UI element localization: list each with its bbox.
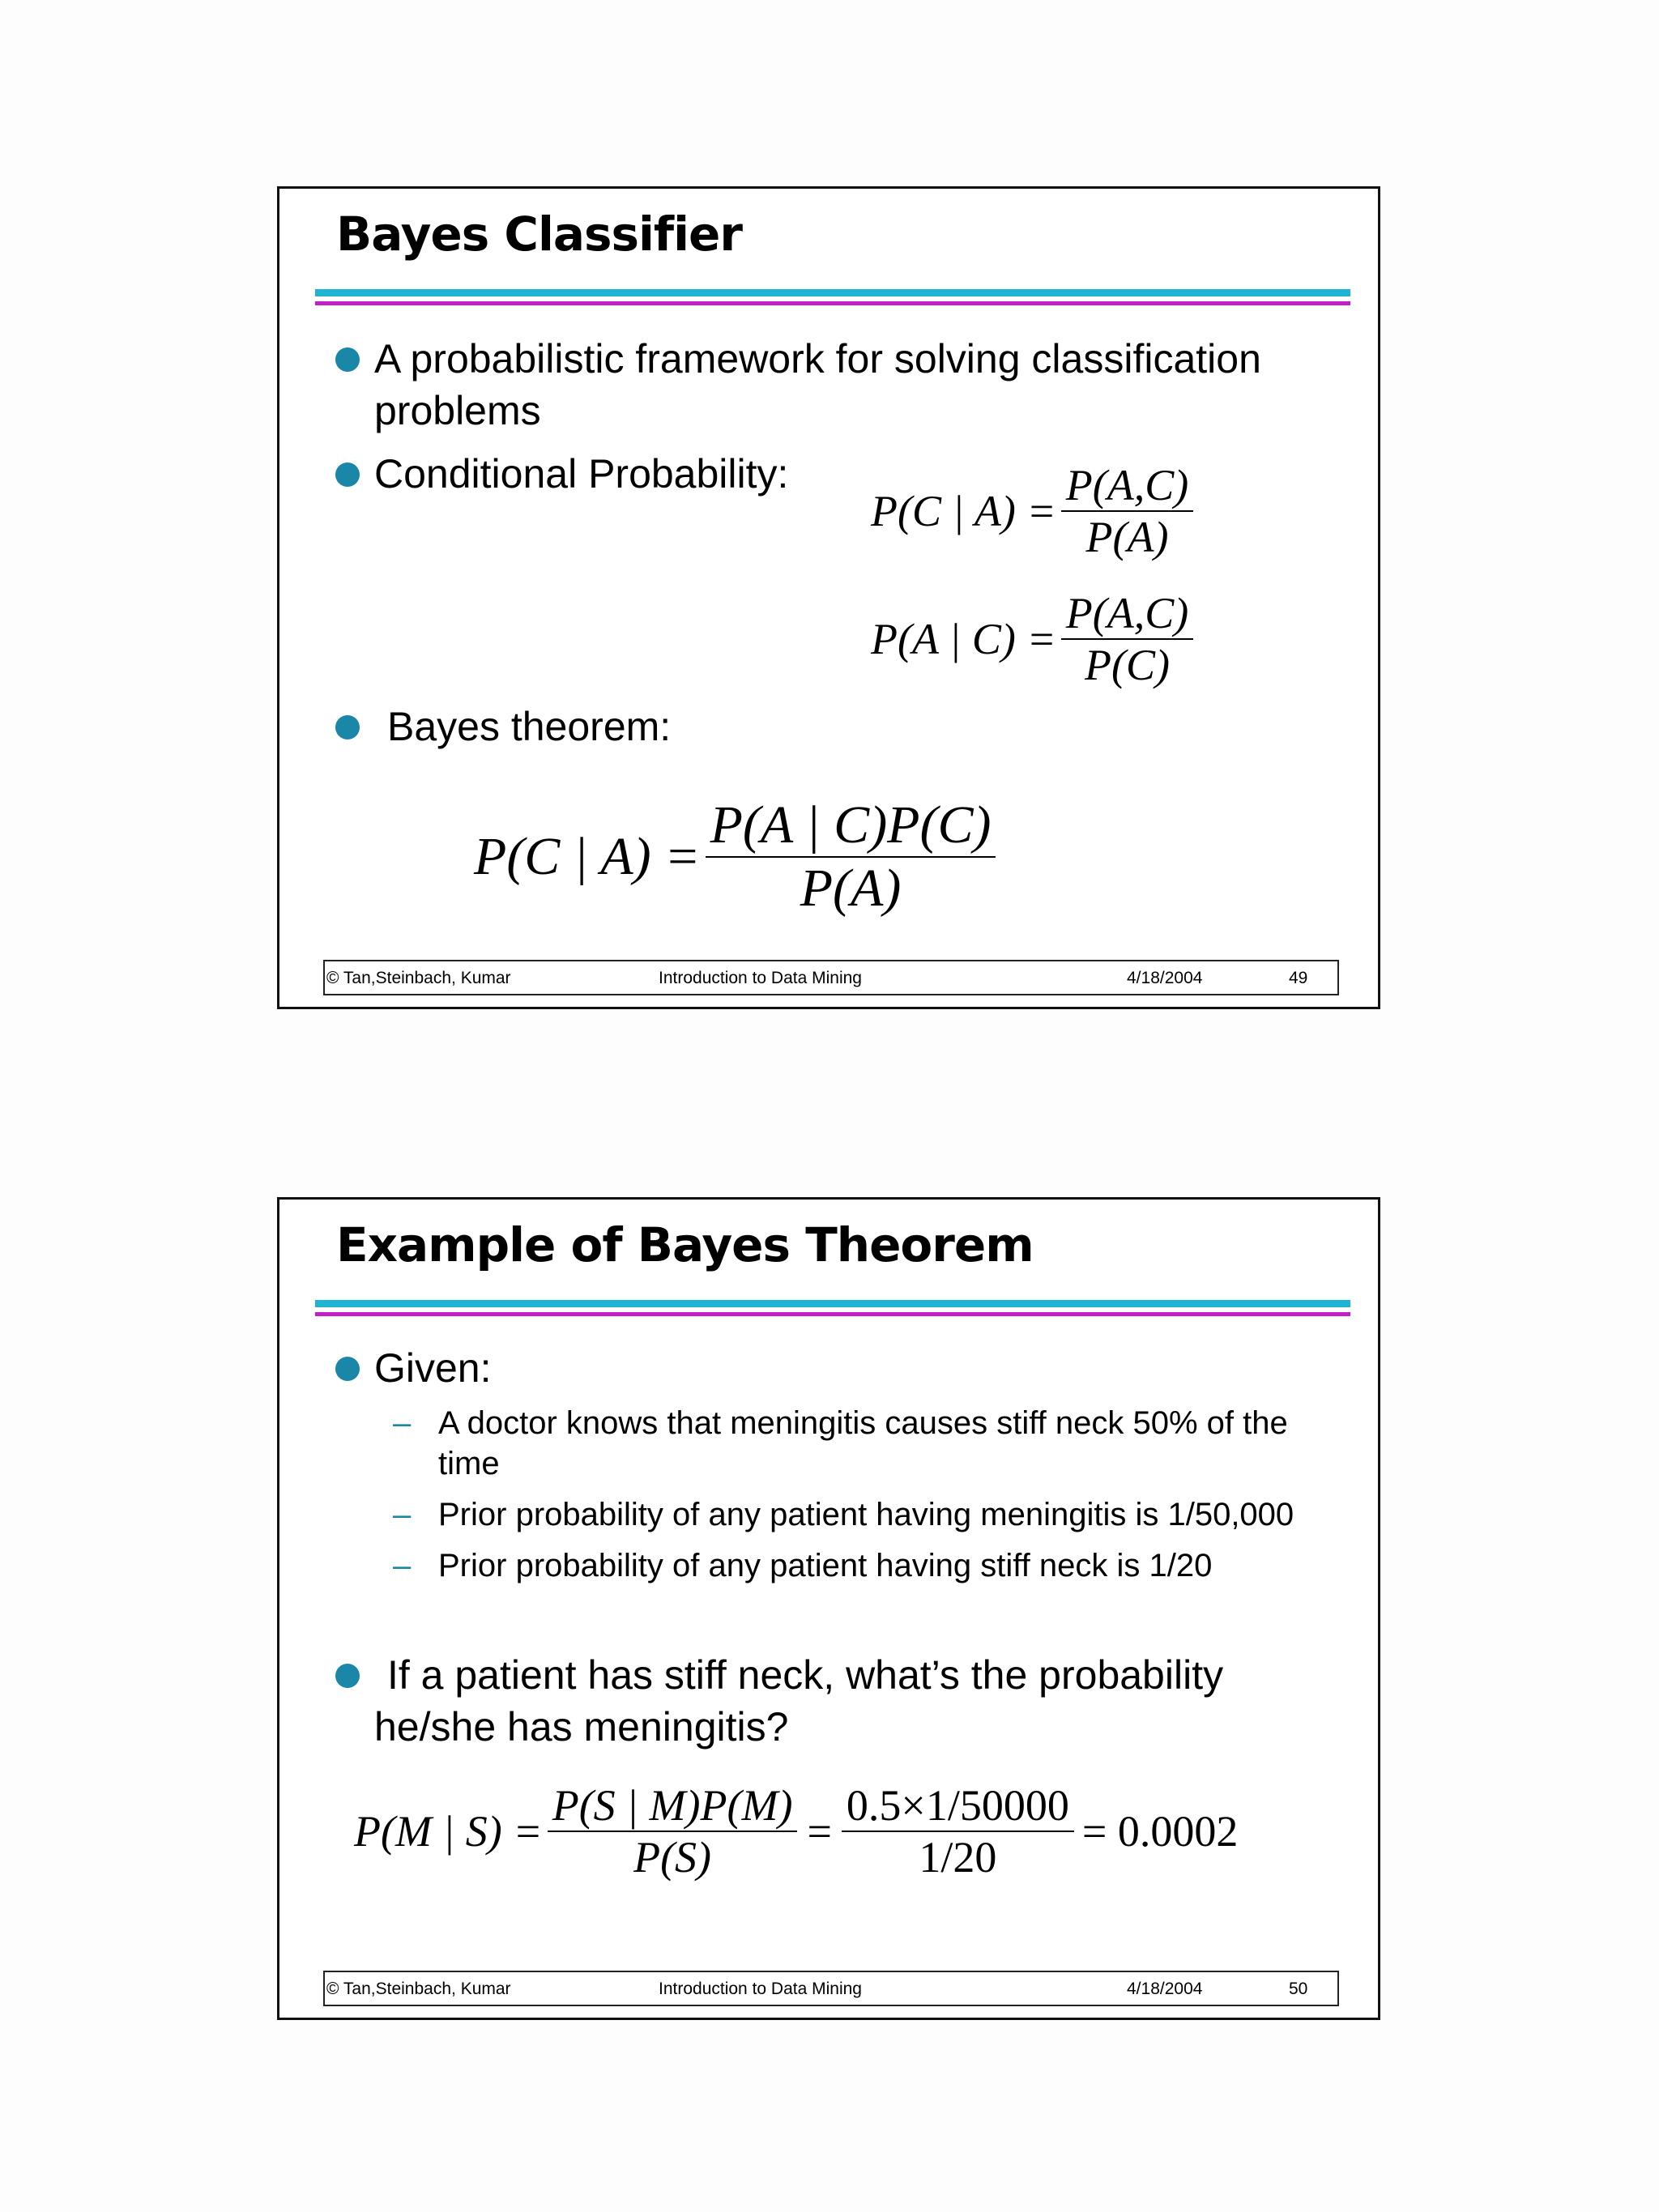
equation-lhs: P(C | A) = <box>474 826 701 886</box>
bayes-theorem-equation <box>474 795 1000 919</box>
footer-date: 4/18/2004 <box>1127 969 1203 987</box>
equation-fraction <box>1061 588 1193 690</box>
equation-fraction <box>1061 460 1193 562</box>
dash-icon: – <box>393 1548 412 1583</box>
fraction-denominator: P(A) <box>800 858 902 918</box>
footer-author: © Tan,Steinbach, Kumar <box>326 969 511 987</box>
slide-example-bayes-theorem <box>277 1197 1380 2020</box>
fraction-denominator: P(A) <box>1085 513 1169 562</box>
slide-title: Example of Bayes Theorem <box>336 1217 1034 1272</box>
equals-sign: = <box>807 1807 832 1856</box>
fraction-denominator: 1/20 <box>919 1833 997 1882</box>
fraction-numerator: 0.5×1/50000 <box>842 1780 1074 1832</box>
slide-title: Bayes Classifier <box>336 207 742 262</box>
bullet-dot-icon <box>335 1664 360 1688</box>
bullet-text-continued: he/she has meningitis? <box>374 1704 789 1750</box>
dash-icon: – <box>393 1405 412 1441</box>
footer-date: 4/18/2004 <box>1127 1980 1203 1998</box>
equation-fraction-2 <box>842 1780 1074 1882</box>
bullet-text: Given: <box>374 1345 492 1391</box>
bullet-text: If a patient has stiff neck, what’s the probability <box>387 1652 1224 1698</box>
footer-page-number: 49 <box>1289 969 1308 987</box>
bullet-dot-icon <box>335 1357 360 1381</box>
example-equation <box>354 1780 1238 1882</box>
equation-lhs: P(C | A) = <box>871 487 1056 536</box>
footer-page-number: 50 <box>1289 1980 1308 1998</box>
conditional-equation-2 <box>871 588 1198 690</box>
equation-lhs: P(A | C) = <box>871 615 1056 664</box>
equation-fraction-1 <box>548 1780 798 1882</box>
title-rule-cyan <box>315 1300 1350 1307</box>
sub-item-text: Prior probability of any patient having meningitis is 1/50,000 <box>438 1497 1294 1532</box>
equation-lhs: P(M | S) = <box>354 1807 543 1856</box>
footer-course: Introduction to Data Mining <box>659 969 862 987</box>
fraction-numerator: P(A,C) <box>1061 460 1193 512</box>
slide-footer <box>323 960 1339 995</box>
title-rule-purple <box>315 301 1350 305</box>
sub-item-text-continued: time <box>438 1446 500 1481</box>
bullet-text: A probabilistic framework for solving classification <box>374 336 1261 381</box>
equation-result: = 0.0002 <box>1081 1807 1239 1856</box>
footer-author: © Tan,Steinbach, Kumar <box>326 1980 511 1998</box>
bullet-dot-icon <box>335 462 360 487</box>
footer-course: Introduction to Data Mining <box>659 1980 862 1998</box>
title-rule-cyan <box>315 289 1350 296</box>
title-rule-purple <box>315 1312 1350 1316</box>
bullet-text: Bayes theorem: <box>387 704 672 749</box>
fraction-numerator: P(A,C) <box>1061 588 1193 640</box>
bullet-text-continued: problems <box>374 388 541 433</box>
fraction-numerator: P(S | M)P(M) <box>548 1780 798 1832</box>
conditional-equation-1 <box>871 460 1198 562</box>
fraction-denominator: P(S) <box>633 1833 712 1882</box>
equation-fraction <box>706 795 996 919</box>
fraction-denominator: P(C) <box>1085 641 1170 690</box>
bullet-dot-icon <box>335 347 360 372</box>
slide-bayes-classifier <box>277 186 1380 1009</box>
slide-footer <box>323 1971 1339 2006</box>
fraction-numerator: P(A | C)P(C) <box>706 795 996 858</box>
sub-item-text: Prior probability of any patient having stiff neck is 1/20 <box>438 1548 1213 1583</box>
bullet-dot-icon <box>335 715 360 739</box>
bullet-text: Conditional Probability: <box>374 451 789 497</box>
dash-icon: – <box>393 1497 412 1532</box>
sub-item-text: A doctor knows that meningitis causes stiff neck 50% of the <box>438 1405 1288 1441</box>
